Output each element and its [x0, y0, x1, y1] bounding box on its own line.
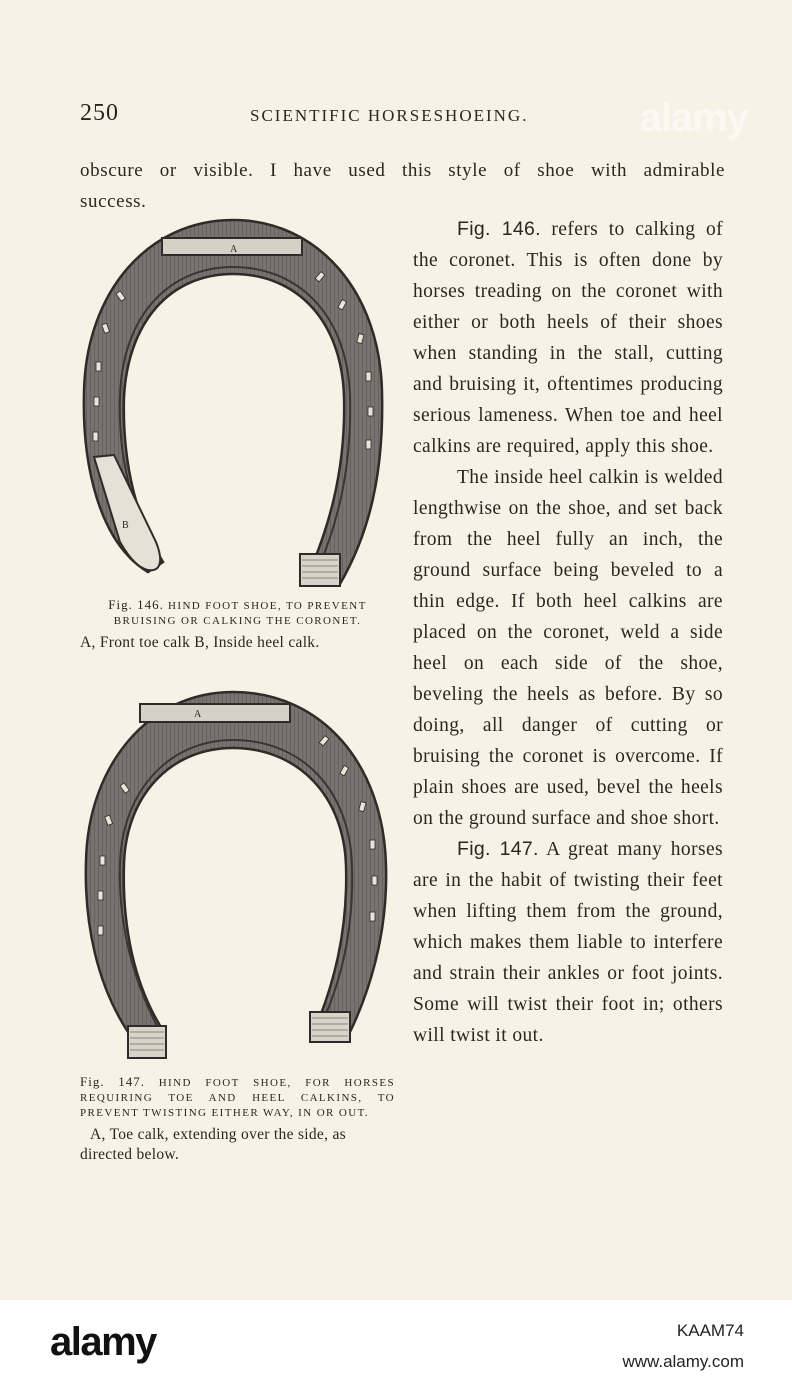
calk-label-a: A	[194, 709, 202, 720]
figure-147-title: HIND FOOT SHOE, FOR HORSES REQUIRING TOE AND HEEL CALKINS, TO PREVENT TWISTING EITHER WAY, IN OR OUT.	[80, 1077, 396, 1119]
paragraph-fig-146	[413, 214, 723, 462]
horseshoe-illustration-146	[78, 212, 388, 592]
right-column-text	[413, 214, 723, 1051]
paragraph-fig-147	[413, 834, 723, 1051]
figure-146-number: Fig. 146.	[108, 597, 164, 612]
intro-text	[80, 155, 725, 217]
stock-footer	[0, 1300, 792, 1390]
page-header	[80, 100, 720, 140]
intro-line-1: obscure or visible. I have used this style of shoe with admirable	[80, 160, 725, 181]
calk-label-a: A	[230, 244, 238, 255]
figure-147-legend: A, Toe calk, extending over the side, as directed below.	[80, 1126, 346, 1163]
figure-147-number: Fig. 147.	[80, 1074, 146, 1089]
alamy-watermark: alamy	[639, 96, 748, 140]
intro-line-2: success.	[80, 191, 147, 212]
paragraph-fig-146-text: refers to calking of the coronet. This is often done by horses treading on the coronet with either or both heels of their shoes when standing in the stall, cutting and bruising it, oftentimes producing serious lameness. When toe and heel calkins are required, apply this shoe.	[413, 219, 723, 457]
horseshoe-illustration-147	[78, 686, 393, 1066]
calk-label-b: B	[122, 520, 129, 531]
figure-146-legend: A, Front toe calk B, Inside heel calk.	[80, 634, 320, 651]
paragraph-heel-calkin: The inside heel calkin is welded lengthwise on the shoe, and set back from the heel fully an inch, the ground surface being beveled to a thin edge. If both heel calkins are placed on the coronet, weld a side heel on each side of the shoe, beveling the heels as before. By so doing, all danger of cutting or bruising the coronet is overcome. If plain shoes are used, bevel the heels on the ground surface and shoe short.	[413, 467, 723, 829]
figure-146-title: HIND FOOT SHOE, TO PREVENT BRUISING OR CALKING THE CORONET.	[113, 600, 367, 627]
figure-146-caption	[80, 597, 395, 653]
figure-147-caption	[80, 1074, 395, 1165]
running-title: SCIENTIFIC HORSESHOEING.	[250, 106, 529, 125]
figure-147-horseshoe	[78, 686, 393, 1066]
fig-146-reference: Fig. 146.	[457, 218, 541, 240]
image-id: KAAM74	[676, 1321, 744, 1340]
fig-147-reference: Fig. 147.	[457, 838, 539, 860]
page-number: 250	[80, 100, 119, 126]
paragraph-fig-147-text: A great many horses are in the habit of twisting their feet when lifting them from the ground, which makes them liable to interfere and strain their ankles or foot joints. Some will twist their foot in; others will twist it out.	[413, 839, 723, 1046]
figure-146-horseshoe	[78, 212, 388, 592]
alamy-logo: alamy	[50, 1320, 156, 1364]
stock-url: www.alamy.com	[622, 1352, 744, 1371]
